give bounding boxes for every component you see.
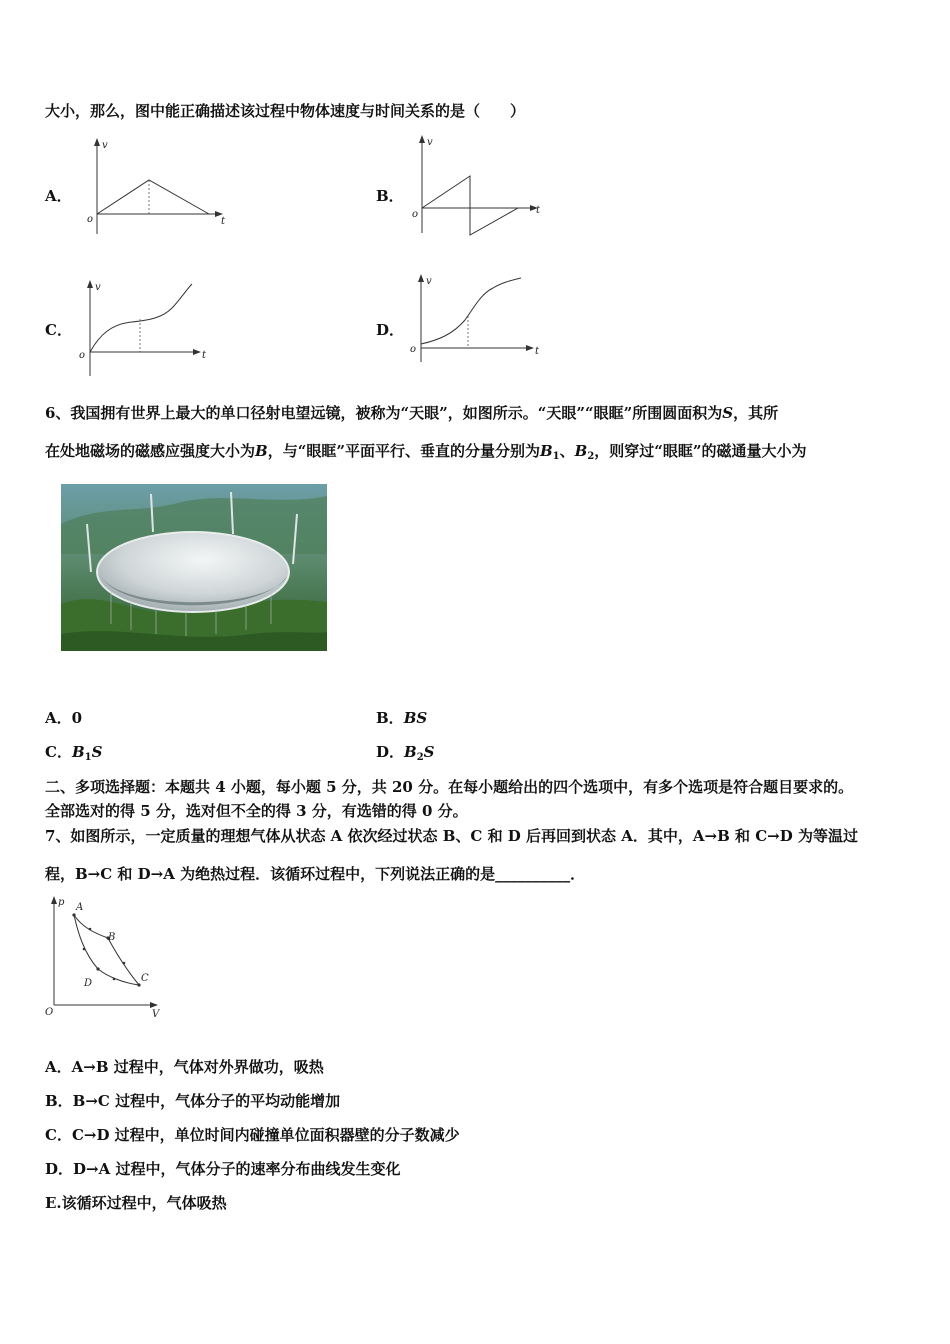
q7-option-e: E.该循环过程中，气体吸热 bbox=[45, 1194, 227, 1212]
q6-stem-line1: 6、我国拥有世界上最大的单口径射电望远镜，被称为“天眼”，如图所示。“天眼”“眼眶”所围圆面积为S，其所 bbox=[45, 404, 779, 422]
graph-b-o-label: o bbox=[412, 209, 419, 220]
pv-state-b-label: B bbox=[108, 932, 116, 943]
graph-d-o-label: o bbox=[410, 344, 417, 355]
pv-v-label: V bbox=[152, 1009, 160, 1020]
graph-a bbox=[85, 136, 235, 236]
graph-b-t-label: t bbox=[536, 205, 541, 216]
pv-o-label: O bbox=[45, 1007, 54, 1018]
q6-option-a: A．0 bbox=[45, 709, 83, 727]
graph-c-t-label: t bbox=[202, 350, 207, 361]
graph-a-o-label: o bbox=[87, 214, 94, 225]
q5-option-b-label: B． bbox=[376, 187, 404, 205]
q5-option-c-label: C． bbox=[45, 321, 72, 339]
graph-c-o-label: o bbox=[79, 350, 86, 361]
q7-option-c: C．C→D 过程中，单位时间内碰撞单位面积器壁的分子数减少 bbox=[45, 1126, 460, 1144]
pv-state-c-label: C bbox=[141, 973, 149, 984]
q5-stem: 大小，那么，图中能正确描述该过程中物体速度与时间关系的是（ ） bbox=[45, 102, 526, 120]
graph-a-v-label: v bbox=[102, 140, 108, 151]
graph-d-v-label: v bbox=[426, 276, 432, 287]
graph-d-t-label: t bbox=[535, 346, 540, 357]
graph-a-t-label: t bbox=[221, 216, 226, 227]
q6-option-d: D．$B_2S$ bbox=[376, 743, 435, 763]
q5-option-d-label: D． bbox=[376, 321, 405, 339]
graph-c bbox=[78, 278, 228, 378]
section2-header-line2: 全部选对的得 5 分，选对但不全的得 3 分，有选错的得 0 分。 bbox=[45, 802, 468, 820]
telescope-photo bbox=[61, 484, 327, 651]
graph-c-v-label: v bbox=[95, 282, 101, 293]
q6-stem-line2: 在处地磁场的磁感应强度大小为B，与“眼眶”平面平行、垂直的分量分别为$B_1$、$B_2$，则穿过“眼眶”的磁通量大小为 bbox=[45, 442, 807, 462]
graph-d bbox=[409, 272, 559, 372]
q7-option-a: A．A→B 过程中，气体对外界做功，吸热 bbox=[45, 1058, 324, 1076]
q6-option-b: B．BS bbox=[376, 709, 428, 727]
q6-option-c: C．$B_1S$ bbox=[45, 743, 103, 763]
graph-b bbox=[410, 133, 560, 243]
q7-stem-line1: 7、如图所示，一定质量的理想气体从状态 A 依次经过状态 B、C 和 D 后再回到状态 A．其中，A→B 和 C→D 为等温过 bbox=[45, 827, 858, 845]
q7-option-b: B．B→C 过程中，气体分子的平均动能增加 bbox=[45, 1092, 341, 1110]
pv-state-a-label: A bbox=[76, 902, 84, 913]
pv-diagram bbox=[42, 893, 172, 1023]
q7-option-d: D．D→A 过程中，气体分子的速率分布曲线发生变化 bbox=[45, 1160, 401, 1178]
section2-header-line1: 二、多项选择题：本题共 4 小题，每小题 5 分，共 20 分。在每小题给出的四个选项中，有多个选项是符合题目要求的。 bbox=[45, 778, 854, 796]
pv-state-d-label: D bbox=[84, 978, 93, 989]
pv-p-label: p bbox=[58, 897, 65, 908]
q5-option-a-label: A． bbox=[45, 187, 72, 205]
graph-b-v-label: v bbox=[427, 137, 433, 148]
q7-stem-line2: 程，B→C 和 D→A 为绝热过程．该循环过程中，下列说法正确的是__________． bbox=[45, 865, 586, 883]
